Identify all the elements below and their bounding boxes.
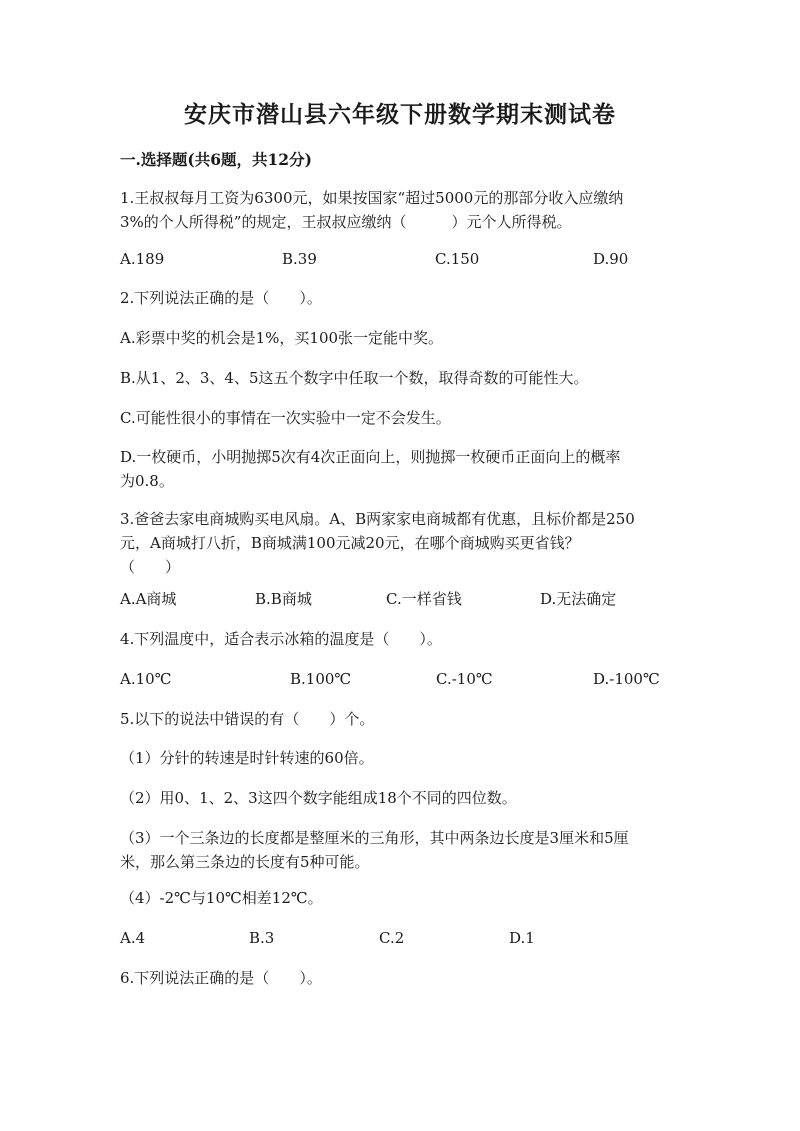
q3-option-c: C.一样省钱 xyxy=(386,590,462,608)
q2-option-d xyxy=(120,445,680,493)
q5-statement-1: （1）分针的转速是时针转速的60倍。 xyxy=(120,749,374,767)
question-6-stem: 6.下列说法正确的是（ ）。 xyxy=(120,969,322,987)
q2-option-d-line-2: 为0.8。 xyxy=(120,472,174,490)
q2-option-c: C.可能性很小的事情在一次实验中一定不会发生。 xyxy=(120,409,451,427)
q4-option-a: A.10℃ xyxy=(120,670,172,688)
q5-statement-4: （4）-2℃与10℃相差12℃。 xyxy=(120,889,323,907)
q3-option-d: D.无法确定 xyxy=(540,590,617,608)
q5-statement-2: （2）用0、1、2、3这四个数字能组成18个不同的四位数。 xyxy=(120,789,517,807)
question-3-line-3: （ ） xyxy=(120,558,181,576)
q4-option-d: D.-100℃ xyxy=(593,670,660,688)
q5-option-c: C.2 xyxy=(379,929,405,947)
question-1 xyxy=(120,186,680,234)
q1-option-b: B.39 xyxy=(282,250,317,268)
q1-option-d: D.90 xyxy=(593,250,629,268)
q3-option-a: A.A商城 xyxy=(120,590,177,608)
q4-option-b: B.100℃ xyxy=(290,670,352,688)
q2-option-a: A.彩票中奖的机会是1%，买100张一定能中奖。 xyxy=(120,329,444,347)
q1-option-a: A.189 xyxy=(120,250,165,268)
q2-option-d-line-1: D.一枚硬币，小明抛掷5次有4次正面向上，则抛掷一枚硬币正面向上的概率 xyxy=(120,448,621,466)
q1-option-c: C.150 xyxy=(435,250,480,268)
question-3-line-2: 元，A商城打八折，B商城满100元减20元，在哪个商城购买更省钱？ xyxy=(120,534,580,552)
q2-option-b: B.从1、2、3、4、5这五个数字中任取一个数，取得奇数的可能性大。 xyxy=(120,369,589,387)
question-3-line-1: 3.爸爸去家电商城购买电风扇。A、B两家家电商城都有优惠，且标价都是250 xyxy=(120,510,635,528)
section-heading: 一.选择题(共6题，共12分) xyxy=(120,150,312,169)
q5-option-b: B.3 xyxy=(249,929,275,947)
q5-statement-3-line-2: 米，那么第三条边的长度有5种可能。 xyxy=(120,853,370,871)
q5-statement-3 xyxy=(120,826,680,874)
question-5-stem: 5.以下的说法中错误的有（ ）个。 xyxy=(120,710,375,728)
question-2-stem: 2.下列说法正确的是（ ）。 xyxy=(120,289,322,307)
q5-statement-3-line-1: （3）一个三条边的长度都是整厘米的三角形，其中两条边长度是3厘米和5厘 xyxy=(120,829,629,847)
q3-option-b: B.B商城 xyxy=(255,590,312,608)
question-4-stem: 4.下列温度中，适合表示冰箱的温度是（ ）。 xyxy=(120,630,442,648)
question-3 xyxy=(120,507,680,579)
q5-option-d: D.1 xyxy=(509,929,535,947)
question-1-line-2: 3%的个人所得税”的规定，王叔叔应缴纳（ ）元个人所得税。 xyxy=(120,213,572,231)
question-1-line-1: 1.王叔叔每月工资为6300元，如果按国家“超过5000元的那部分收入应缴纳 xyxy=(120,189,624,207)
page-title: 安庆市潜山县六年级下册数学期末测试卷 xyxy=(184,101,616,128)
q4-option-c: C.-10℃ xyxy=(436,670,493,688)
q5-option-a: A.4 xyxy=(120,929,146,947)
